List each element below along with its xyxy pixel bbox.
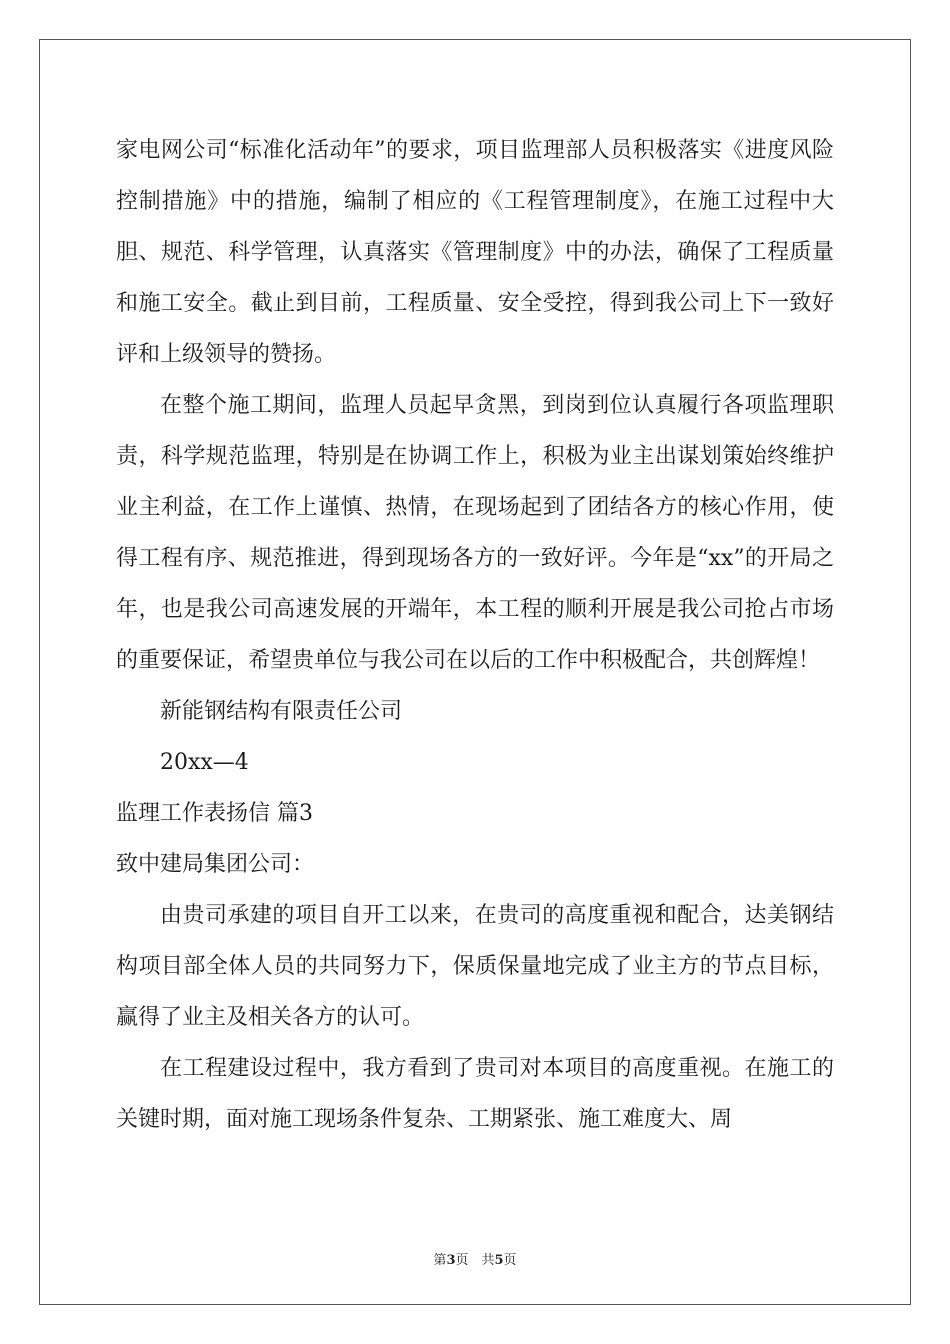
paragraph-2: 在整个施工期间，监理人员起早贪黑，到岗到位认真履行各项监理职责，科学规范监理，特别是在协调工作上，积极为业主出谋划策始终维护业主利益，在工作上谨慎、热情，在现场起到了团结各方的核心作用，使得工程有序、规范推进，得到现场各方的一致好评。今年是“xx”的开局之年，也是我公司高速发展的开端年，本工程的顺利开展是我公司抢占市场的重要保证，希望贵单位与我公司在以后的工作中积极配合，共创辉煌！ <box>116 393 834 673</box>
footer-page-mid: 页 共 <box>455 1253 495 1268</box>
footer-page-total: 5 <box>494 1253 504 1268</box>
paragraph-4: 在工程建设过程中，我方看到了贵司对本项目的高度重视。在施工的关键时期，面对施工现场条件复杂、工期紧张、施工难度大、周 <box>116 1056 834 1132</box>
footer-page-current: 3 <box>446 1253 456 1268</box>
paragraph-1: 家电网公司“标准化活动年”的要求，项目监理部人员积极落实《进度风险控制措施》中的措施，编制了相应的《工程管理制度》，在施工过程中大胆、规范、科学管理，认真落实《管理制度》中的办法，确保了工程质量和施工安全。截止到目前，工程质量、安全受控，得到我公司上下一致好评和上级领导的赞扬。 <box>116 138 834 367</box>
salutation: 致中建局集团公司： <box>116 852 315 877</box>
signature-date: 20xx—4 <box>160 750 249 775</box>
page-number-footer <box>0 1249 950 1268</box>
paragraph-3: 由贵司承建的项目自开工以来，在贵司的高度重视和配合，达美钢结构项目部全体人员的共同努力下，保质保量地完成了业主方的节点目标，赢得了业主及相关各方的认可。 <box>116 903 834 1030</box>
footer-page-prefix: 第 <box>433 1253 447 1268</box>
document-body <box>116 125 834 1145</box>
section-title: 监理工作表扬信 篇3 <box>116 801 313 826</box>
footer-page-suffix: 页 <box>503 1253 517 1268</box>
signature-company: 新能钢结构有限责任公司 <box>160 699 403 724</box>
